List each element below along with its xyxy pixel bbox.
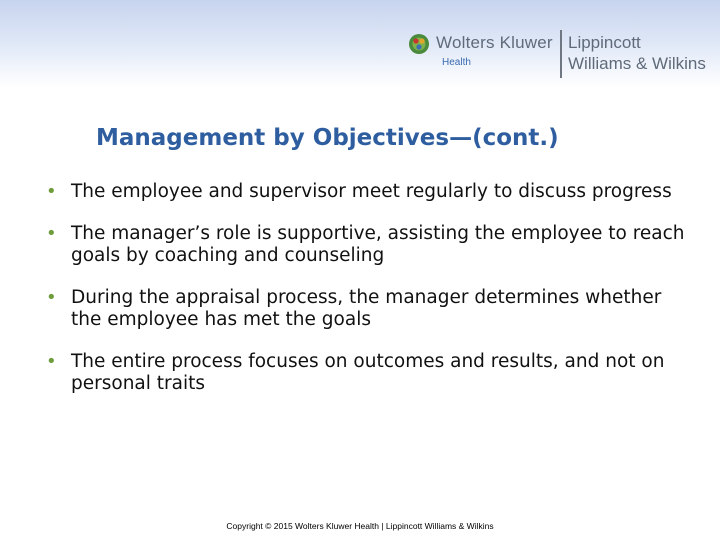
- publisher-logo: [408, 30, 718, 80]
- bullet-marker: •: [46, 223, 57, 244]
- bullet-item: [46, 223, 686, 267]
- bullet-marker: •: [46, 181, 57, 202]
- bullet-list: [46, 181, 686, 415]
- bullet-marker: •: [46, 351, 57, 372]
- bullet-item: [46, 287, 686, 331]
- logo-partner-line2: Williams & Wilkins: [568, 54, 706, 73]
- logo-brand-text: Wolters Kluwer: [436, 33, 553, 52]
- logo-divider: [560, 30, 562, 78]
- bullet-text: The manager’s role is supportive, assisting the employee to reach goals by coaching and counseling: [71, 223, 685, 266]
- bullet-text: The employee and supervisor meet regularly to discuss progress: [71, 181, 672, 202]
- bullet-text: The entire process focuses on outcomes and results, and not on personal traits: [71, 351, 665, 394]
- bullet-marker: •: [46, 287, 57, 308]
- bullet-item: [46, 351, 686, 395]
- logo-division-text: Health: [442, 57, 471, 68]
- bullet-item: [46, 181, 686, 203]
- globe-logo-icon: [408, 33, 430, 55]
- logo-partner-line1: Lippincott: [568, 33, 641, 52]
- slide-title: Management by Objectives—(cont.): [96, 125, 559, 151]
- bullet-text: During the appraisal process, the manager determines whether the employee has met the goals: [71, 287, 662, 330]
- copyright-footer: Copyright © 2015 Wolters Kluwer Health | Lippincott Williams & Wilkins: [226, 521, 494, 531]
